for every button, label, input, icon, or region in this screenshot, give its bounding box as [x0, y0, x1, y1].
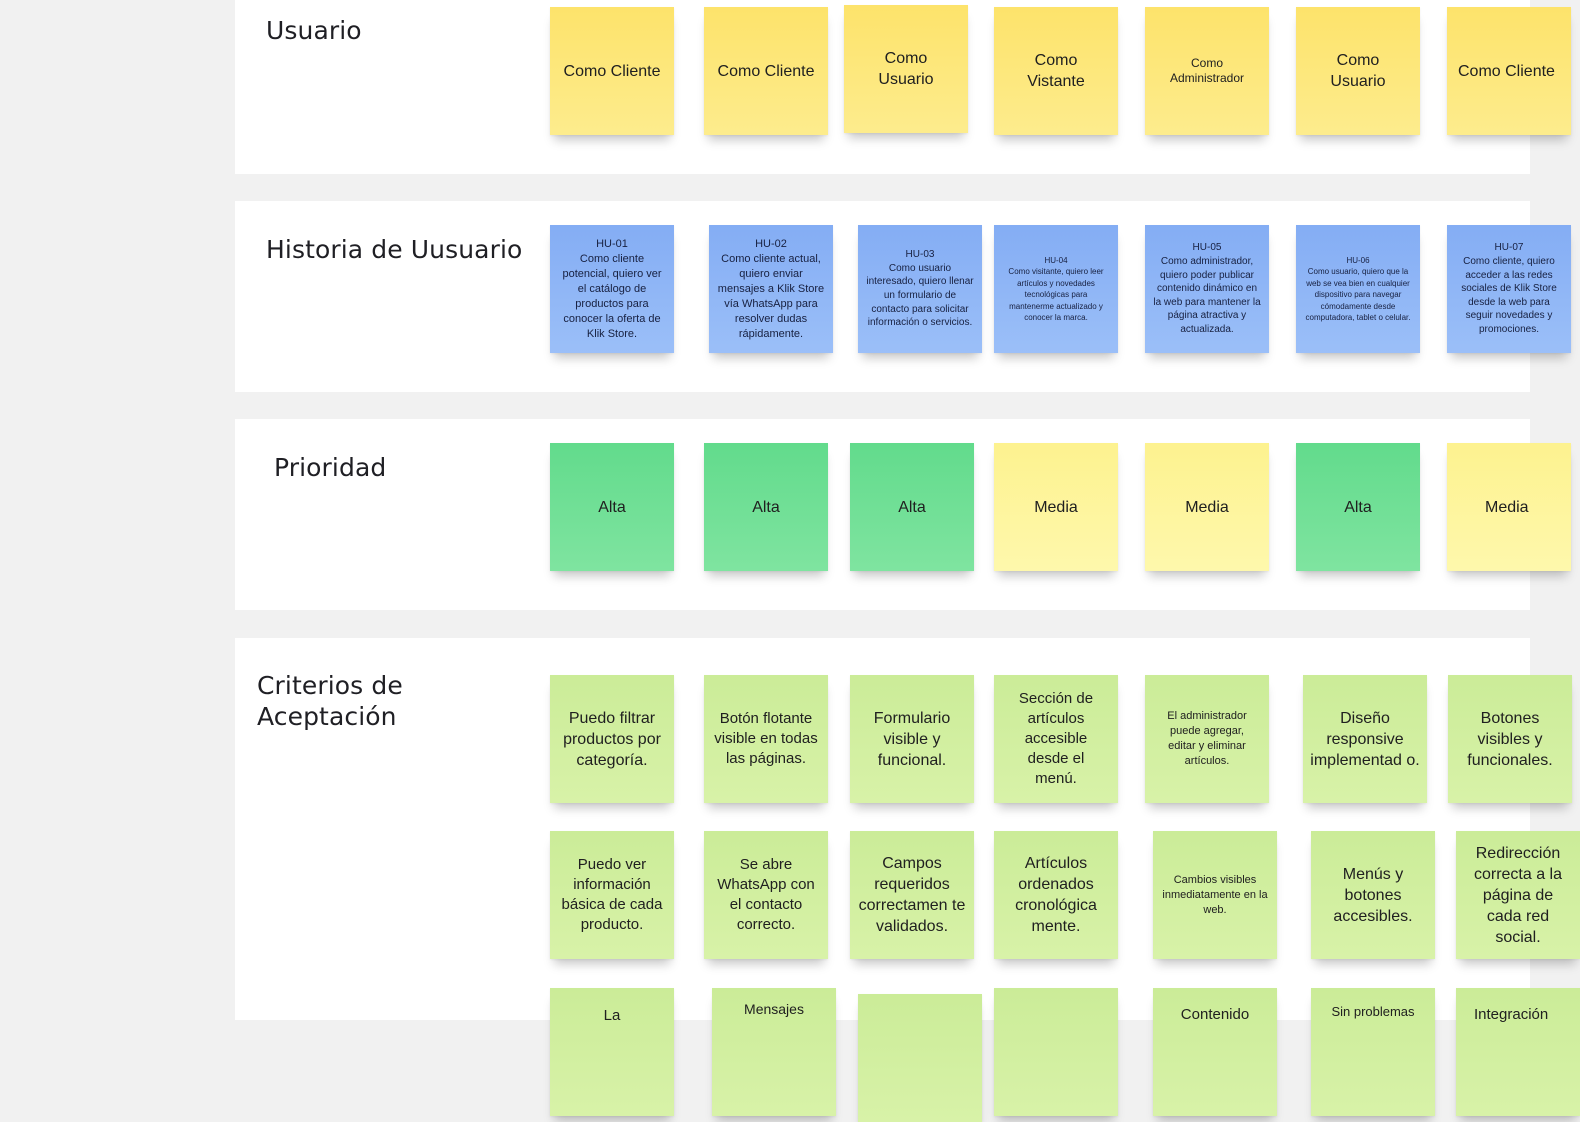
sticky-note-prioridad[interactable]: Alta	[550, 443, 674, 571]
sticky-note-criterio[interactable]	[994, 988, 1118, 1116]
sticky-note-criterio[interactable]: Menús y botones accesibles.	[1311, 831, 1435, 959]
sticky-note-historia[interactable]: HU-07 Como cliente, quiero acceder a las redes sociales de Klik Store desde la web para seguir novedades y promociones.	[1447, 225, 1571, 353]
sticky-note-criterio[interactable]: Puedo ver información básica de cada producto.	[550, 831, 674, 959]
sticky-note-usuario[interactable]: Como Cliente	[704, 7, 828, 135]
sticky-note-prioridad[interactable]: Alta	[1296, 443, 1420, 571]
sticky-note-criterio[interactable]: Botón flotante visible en todas las páginas.	[704, 675, 828, 803]
sticky-note-historia[interactable]: HU-05 Como administrador, quiero poder publicar contenido dinámico en la web para mantener la página atractiva y actualizada.	[1145, 225, 1269, 353]
sticky-note-usuario[interactable]: Como Usuario	[1296, 7, 1420, 135]
sticky-note-criterio[interactable]: Contenido	[1153, 988, 1277, 1116]
sticky-note-criterio[interactable]: La	[550, 988, 674, 1116]
sticky-note-criterio[interactable]: Artículos ordenados cronológica mente.	[994, 831, 1118, 959]
sticky-note-historia[interactable]: HU-03 Como usuario interesado, quiero llenar un formulario de contacto para solicitar información o servicios.	[858, 225, 982, 353]
sticky-note-criterio[interactable]	[858, 994, 982, 1122]
sticky-note-criterio[interactable]: Redirección correcta a la página de cada red social.	[1456, 831, 1580, 959]
row-title-prioridad: Prioridad	[274, 453, 387, 482]
sticky-note-criterio[interactable]: Sin problemas	[1311, 988, 1435, 1116]
sticky-note-usuario[interactable]: Como Cliente	[1447, 7, 1571, 135]
sticky-note-criterio[interactable]: Puedo filtrar productos por categoría.	[550, 675, 674, 803]
sticky-note-prioridad[interactable]: Alta	[850, 443, 974, 571]
sticky-note-historia[interactable]: HU-01 Como cliente potencial, quiero ver el catálogo de productos para conocer la oferta de Klik Store.	[550, 225, 674, 353]
sticky-note-criterio[interactable]: Diseño responsive implementad o.	[1303, 675, 1427, 803]
sticky-note-prioridad[interactable]: Media	[1145, 443, 1269, 571]
row-title-historia: Historia de Uusuario	[266, 235, 523, 264]
row-title-criterios: Criterios de Aceptación	[257, 671, 403, 731]
sticky-note-prioridad[interactable]: Media	[994, 443, 1118, 571]
sticky-note-usuario[interactable]: Como Cliente	[550, 7, 674, 135]
sticky-note-criterio[interactable]: Cambios visibles inmediatamente en la web.	[1153, 831, 1277, 959]
sticky-note-prioridad[interactable]: Media	[1447, 443, 1571, 571]
sticky-note-criterio[interactable]: Mensajes	[712, 988, 836, 1116]
sticky-note-historia[interactable]: HU-04 Como visitante, quiero leer artículos y novedades tecnológicas para mantenerme actualizado y conocer la marca.	[994, 225, 1118, 353]
sticky-note-usuario[interactable]: Como Usuario	[844, 5, 968, 133]
sticky-note-historia[interactable]: HU-02 Como cliente actual, quiero enviar mensajes a Klik Store vía WhatsApp para resolver dudas rápidamente.	[709, 225, 833, 353]
sticky-note-prioridad[interactable]: Alta	[704, 443, 828, 571]
sticky-note-criterio[interactable]: Sección de artículos accesible desde el menú.	[994, 675, 1118, 803]
row-title-usuario: Usuario	[266, 16, 362, 45]
sticky-note-historia[interactable]: HU-06 Como usuario, quiero que la web se vea bien en cualquier dispositivo para navegar cómodamente desde computadora, tablet o celular.	[1296, 225, 1420, 353]
sticky-note-criterio[interactable]: Integración	[1456, 988, 1580, 1116]
sticky-note-criterio[interactable]: Campos requeridos correctamen te validados.	[850, 831, 974, 959]
sticky-note-criterio[interactable]: Formulario visible y funcional.	[850, 675, 974, 803]
sticky-note-criterio[interactable]: El administrador puede agregar, editar y eliminar artículos.	[1145, 675, 1269, 803]
sticky-note-usuario[interactable]: Como Administrador	[1145, 7, 1269, 135]
sticky-note-criterio[interactable]: Botones visibles y funcionales.	[1448, 675, 1572, 803]
sticky-note-usuario[interactable]: Como Vistante	[994, 7, 1118, 135]
sticky-note-criterio[interactable]: Se abre WhatsApp con el contacto correcto.	[704, 831, 828, 959]
